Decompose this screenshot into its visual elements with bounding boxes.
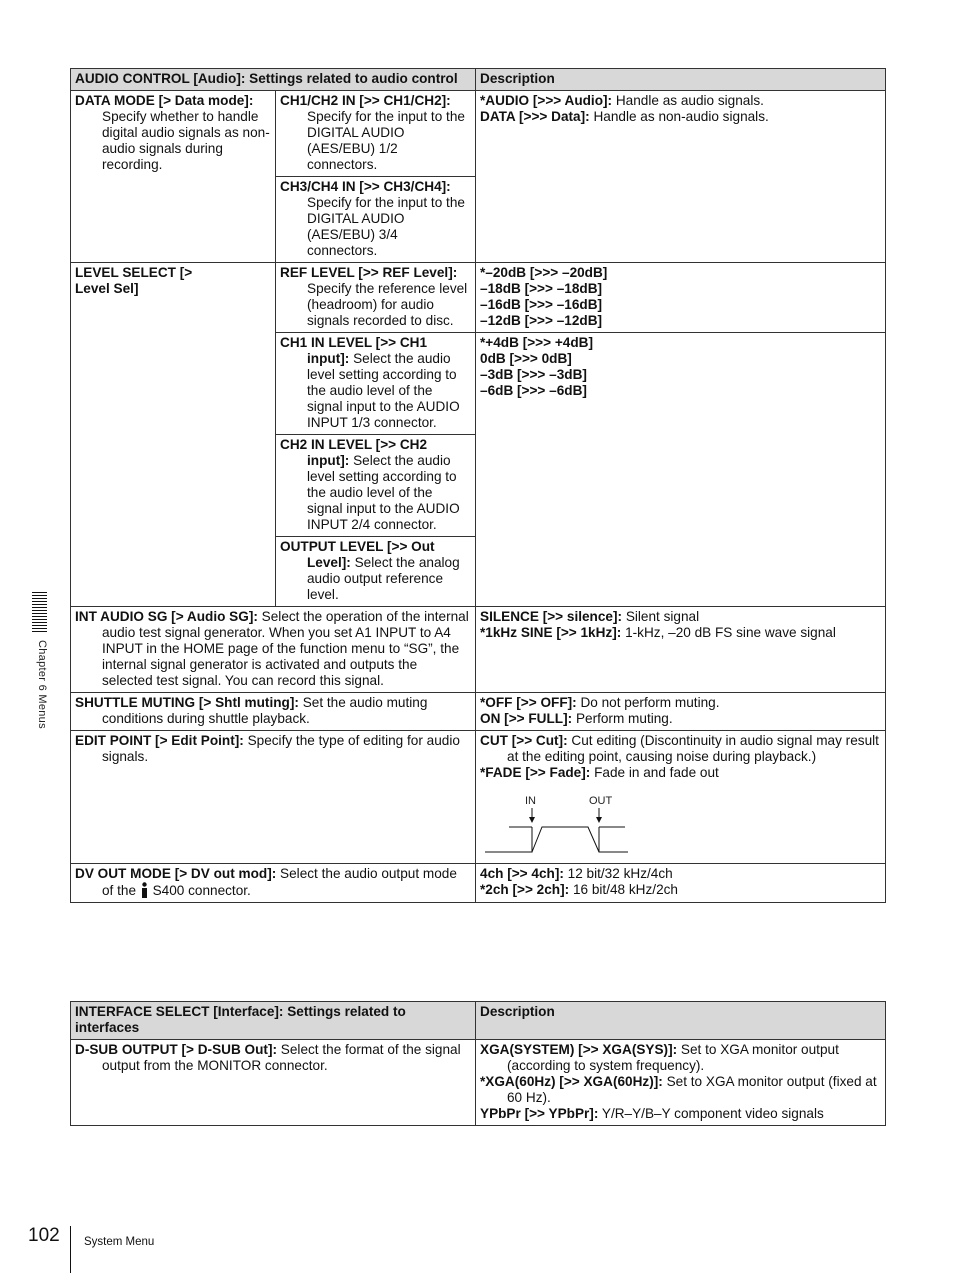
shuttle-name: SHUTTLE MUTING [> Shtl muting]: [75, 695, 299, 710]
header-description: Description [476, 69, 886, 91]
option-desc: 1-kHz, –20 dB FS sine wave signal [625, 625, 836, 640]
footer-section: System Menu [84, 1236, 155, 1248]
output-level-name: OUTPUT LEVEL [>> Out Level]: [280, 539, 435, 570]
ref-level-options [476, 263, 886, 333]
edit-point-desc: Specify the type of editing for audio signals. [102, 733, 460, 764]
table-row [71, 693, 886, 731]
output-level-cell [276, 537, 476, 607]
diagram-in-label: IN [525, 795, 537, 807]
table-row [71, 864, 886, 903]
out-arrow-head [596, 817, 602, 823]
ch12-cell [276, 91, 476, 177]
data-mode-options [476, 91, 886, 263]
ref-level-cell [276, 263, 476, 333]
option-desc: 16 bit/48 kHz/2ch [572, 882, 678, 897]
int-audio-options [476, 607, 886, 693]
fade-envelope [532, 827, 599, 852]
page-number: 102 [28, 1225, 60, 1246]
option-desc: Handle as non-audio signals. [593, 109, 769, 124]
in-arrow-head [529, 817, 535, 823]
option-name: DATA [>>> Data]: [480, 109, 590, 124]
option-desc: Y/R–Y/B–Y component video signals [601, 1106, 824, 1121]
track-b-tail [599, 827, 628, 852]
interface-select-table [70, 1001, 886, 1126]
header-description: Description [476, 1002, 886, 1040]
ref-level-desc: Specify the reference level (headroom) for audio signals recorded to disc. [307, 281, 468, 328]
table-row [71, 91, 886, 177]
ref-level-name: REF LEVEL [>> REF Level]: [280, 265, 458, 280]
ch34-cell [276, 177, 476, 263]
diagram-out-label: OUT [589, 795, 613, 807]
shuttle-options [476, 693, 886, 731]
ch34-desc: Specify for the input to the DIGITAL AUDIO (AES/EBU) 3/4 connectors. [307, 195, 465, 258]
option-name: ON [>> FULL]: [480, 711, 573, 726]
data-mode-desc: Specify whether to handle digital audio signals as non-audio signals during recording. [102, 109, 270, 172]
data-mode-cell [71, 91, 276, 263]
edit-point-cell [71, 731, 476, 864]
option-name: –6dB [>>> –6dB] [480, 383, 587, 398]
ch1-level-desc: Select the audio level setting according to the audio level of the signal input to the AUDIO INPUT 1/3 connector. [307, 351, 460, 430]
ch1-level-cell [276, 333, 476, 435]
table-row [71, 731, 886, 864]
level-select-name: LEVEL SELECT [> Level Sel] [75, 265, 193, 296]
option-desc: Fade in and fade out [594, 765, 719, 780]
table-header-row [71, 1002, 886, 1040]
data-mode-name: DATA MODE [> Data mode]: [75, 93, 254, 108]
option-desc: Set to XGA monitor output (according to system frequency). [507, 1042, 839, 1073]
ch2-level-desc: Select the audio level setting according to the audio level of the signal input to the AUDIO INPUT 2/4 connector. [307, 453, 460, 532]
ilink-icon [140, 882, 149, 898]
option-desc: Handle as audio signals. [615, 93, 764, 108]
option-name: *OFF [>> OFF]: [480, 695, 577, 710]
footer-divider [70, 1226, 71, 1273]
in-level-options [476, 333, 886, 607]
edit-point-options [476, 731, 886, 864]
table-row [71, 607, 886, 693]
option-name: –18dB [>>> –18dB] [480, 281, 603, 296]
ch1-level-name: CH1 IN LEVEL [>> CH1 input]: [280, 335, 428, 366]
option-name: *–20dB [>>> –20dB] [480, 265, 608, 280]
ch2-level-cell [276, 435, 476, 537]
int-audio-name: INT AUDIO SG [> Audio SG]: [75, 609, 258, 624]
fade-diagram [480, 795, 640, 857]
option-name: SILENCE [>> silence]: [480, 609, 623, 624]
option-desc: 12 bit/32 kHz/4ch [567, 866, 673, 881]
option-name: –12dB [>>> –12dB] [480, 313, 603, 328]
dv-out-name: DV OUT MODE [> DV out mod]: [75, 866, 277, 881]
option-name: CUT [>> Cut]: [480, 733, 568, 748]
ch12-desc: Specify for the input to the DIGITAL AUDIO (AES/EBU) 1/2 connectors. [307, 109, 465, 172]
option-name: 0dB [>>> 0dB] [480, 351, 572, 366]
option-name: *AUDIO [>>> Audio]: [480, 93, 613, 108]
chapter-label: Chapter 6 Menus [36, 640, 48, 729]
audio-control-table [70, 68, 886, 903]
option-name: *XGA(60Hz) [>> XGA(60Hz)]: [480, 1074, 663, 1089]
shuttle-cell [71, 693, 476, 731]
table-row [71, 1040, 886, 1126]
header-setting: AUDIO CONTROL [Audio]: Settings related to audio control [71, 69, 476, 91]
option-name: *+4dB [>>> +4dB] [480, 335, 593, 350]
option-name: XGA(SYSTEM) [>> XGA(SYS)]: [480, 1042, 678, 1057]
output-level-desc: Select the analog audio output reference level. [307, 555, 460, 602]
ch2-level-name: CH2 IN LEVEL [>> CH2 input]: [280, 437, 428, 468]
dsub-options [476, 1040, 886, 1126]
option-desc: Perform muting. [575, 711, 673, 726]
option-name: *1kHz SINE [>> 1kHz]: [480, 625, 622, 640]
table-row [71, 263, 886, 333]
option-name: YPbPr [>> YPbPr]: [480, 1106, 599, 1121]
dv-out-cell [71, 864, 476, 903]
option-name: –3dB [>>> –3dB] [480, 367, 587, 382]
ch34-name: CH3/CH4 IN [>> CH3/CH4]: [280, 179, 451, 194]
dsub-desc: Select the format of the signal output from the MONITOR connector. [102, 1042, 461, 1073]
option-desc: Silent signal [625, 609, 700, 624]
option-name: *2ch [>> 2ch]: [480, 882, 570, 897]
int-audio-desc: Select the operation of the internal audio test signal generator. When you set A1 INPUT to A4 INPUT in the HOME page of the function menu to “SG”, the internal signal generator is activated and outputs the selected test signal. You can record this signal. [102, 609, 469, 688]
option-name: *FADE [>> Fade]: [480, 765, 591, 780]
option-desc: Set to XGA monitor output (fixed at 60 Hz). [507, 1074, 877, 1105]
int-audio-cell [71, 607, 476, 693]
option-desc: Cut editing (Discontinuity in audio signal may result at the editing point, causing noise during playback.) [507, 733, 879, 764]
dv-out-desc-end: S400 connector. [152, 883, 251, 898]
shuttle-desc: Set the audio muting conditions during shuttle playback. [102, 695, 428, 726]
dsub-name: D-SUB OUTPUT [> D-SUB Out]: [75, 1042, 278, 1057]
option-name: –16dB [>>> –16dB] [480, 297, 603, 312]
edit-point-name: EDIT POINT [> Edit Point]: [75, 733, 244, 748]
chapter-tab-marker [32, 592, 47, 632]
dv-out-options [476, 864, 886, 903]
option-desc: Do not perform muting. [580, 695, 720, 710]
table-header-row [71, 69, 886, 91]
ch12-name: CH1/CH2 IN [>> CH1/CH2]: [280, 93, 451, 108]
level-select-cell [71, 263, 276, 607]
dv-out-desc: Select the audio output mode of the [102, 866, 457, 898]
track-a-tail [485, 827, 532, 852]
option-name: 4ch [>> 4ch]: [480, 866, 564, 881]
dsub-cell [71, 1040, 476, 1126]
header-setting: INTERFACE SELECT [Interface]: Settings related to interfaces [71, 1002, 476, 1040]
